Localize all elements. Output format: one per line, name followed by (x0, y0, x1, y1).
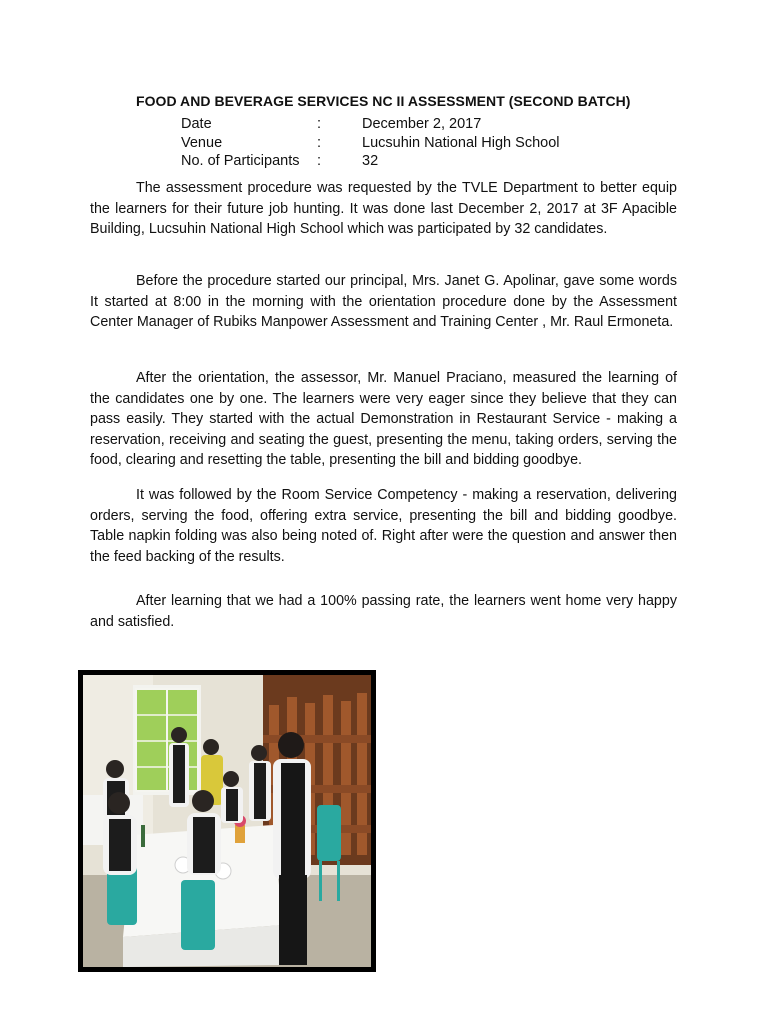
window (133, 685, 201, 795)
meta-row-participants (181, 152, 560, 171)
photo-frame (78, 670, 376, 972)
meta-value: Lucsuhin National High School (362, 134, 560, 151)
assessment-details (181, 115, 560, 171)
meta-label: Date (181, 116, 212, 132)
paragraph-assessment-request: The assessment procedure was requested by the TVLE Department to better equip the learners for their future job hunting. It was done last December 2, 2017 at 3F Apacible Building, Lucsuhin National High School which was participated by 32 candidates. (90, 180, 677, 238)
meta-colon: : (317, 153, 322, 169)
paragraph-restaurant-service: After the orientation, the assessor, Mr. Manuel Praciano, measured the learning of the candidates one by one. The learners were very eager since they believe that they can pass easily. They started with the actual Demonstration in Restaurant Service - making a reservation, receiving and seating the guest, presenting the menu, taking orders, serving the food, clearing and resetting the table, presenting the bill and bidding goodbye. (90, 370, 677, 469)
meta-label: Venue (181, 134, 223, 151)
meta-colon: : (317, 116, 322, 132)
paragraph-room-service: It was followed by the Room Service Competency - making a reservation, delivering orders, serving the food, offering extra service, presenting the bill and bidding goodbye. Table napkin folding was also being noted of. Right after were the question and answer then the feed backing of the results. (90, 487, 677, 565)
restaurant-scene-illustration (83, 675, 371, 967)
meta-row-venue (181, 134, 560, 153)
assessment-photo (83, 675, 371, 967)
paragraph-passing-rate: After learning that we had a 100% passing rate, the learners went home very happy and satisfied. (90, 593, 677, 630)
meta-label: No. of Participants (181, 153, 300, 169)
meta-value: 32 (362, 153, 379, 169)
meta-value: December 2, 2017 (362, 116, 482, 132)
meta-colon: : (317, 134, 322, 151)
paragraph-orientation: Before the procedure started our principal, Mrs. Janet G. Apolinar, gave some words It started at 8:00 in the morning with the orientation procedure done by the Assessment Center Manager of Rubiks Manpower Assessment and Training Center , Mr. Raul Ermoneta. (90, 273, 677, 331)
document-title: FOOD AND BEVERAGE SERVICES NC II ASSESSMENT (SECOND BATCH) (136, 93, 631, 109)
meta-row-date (181, 115, 560, 134)
